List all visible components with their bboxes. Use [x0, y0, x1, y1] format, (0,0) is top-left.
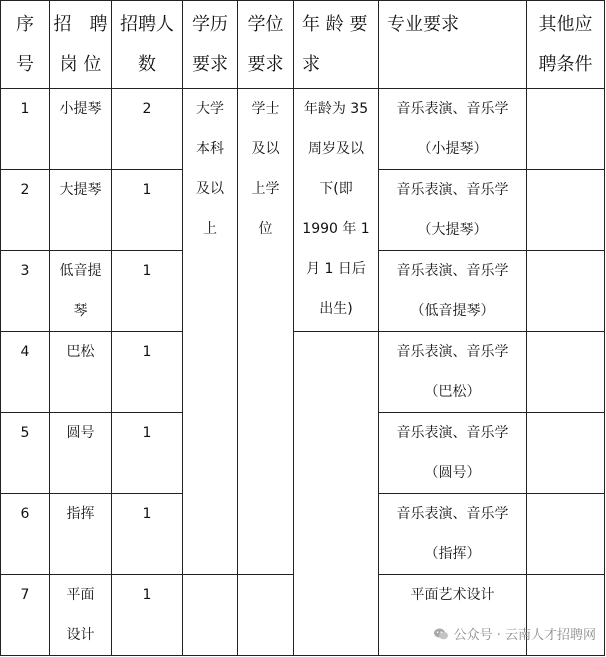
row-count: 1 [112, 332, 183, 413]
row-count: 1 [112, 170, 183, 251]
watermark-text: 公众号 · 云南人才招聘网 [453, 628, 596, 643]
row-count: 1 [112, 413, 183, 494]
header-position: 招 聘 岗 位 [50, 1, 112, 89]
row-position: 指挥 [50, 494, 112, 575]
row-major: 音乐表演、音乐学 （大提琴） [379, 170, 527, 251]
row-position: 圆号 [50, 413, 112, 494]
table-row [1, 332, 605, 413]
header-degree: 学位 要求 [238, 1, 294, 89]
row-major: 音乐表演、音乐学 （小提琴） [379, 89, 527, 170]
row-major: 音乐表演、音乐学 （低音提琴） [379, 251, 527, 332]
row-other [527, 413, 605, 494]
row-major: 平面艺术设计 [379, 575, 527, 656]
row-position: 低音提 琴 [50, 251, 112, 332]
row-seq: 2 [1, 170, 50, 251]
header-other: 其他应 聘条件 [527, 1, 605, 89]
row-count: 2 [112, 89, 183, 170]
row-count: 1 [112, 251, 183, 332]
row-other [527, 251, 605, 332]
age-requirement: 年龄为 35 周岁及以 下(即 1990 年 1 月 1 日后 出生) [294, 89, 379, 332]
row-position: 小提琴 [50, 89, 112, 170]
degree-requirement: 学士 及以 上学 位 [238, 89, 294, 575]
row-seq: 1 [1, 89, 50, 170]
header-count: 招聘人 数 [112, 1, 183, 89]
row-count: 1 [112, 575, 183, 656]
wechat-icon [433, 626, 449, 642]
row-major: 音乐表演、音乐学 （指挥） [379, 494, 527, 575]
row-seq: 3 [1, 251, 50, 332]
degree-empty-cell [238, 575, 294, 656]
row-other [527, 170, 605, 251]
header-education: 学历 要求 [183, 1, 238, 89]
education-requirement: 大学 本科 及以 上 [183, 89, 238, 575]
row-seq: 6 [1, 494, 50, 575]
row-other [527, 494, 605, 575]
row-other [527, 89, 605, 170]
age-empty-cell [294, 332, 379, 656]
row-major: 音乐表演、音乐学 （圆号） [379, 413, 527, 494]
row-major: 音乐表演、音乐学 （巴松） [379, 332, 527, 413]
table-row [1, 89, 605, 170]
row-position: 大提琴 [50, 170, 112, 251]
row-seq: 4 [1, 332, 50, 413]
row-position: 平面 设计 [50, 575, 112, 656]
header-major: 专业要求 [379, 1, 527, 89]
row-seq: 7 [1, 575, 50, 656]
row-other [527, 332, 605, 413]
row-position: 巴松 [50, 332, 112, 413]
header-age: 年 龄 要 求 [294, 1, 379, 89]
header-seq: 序 号 [1, 1, 50, 89]
row-count: 1 [112, 494, 183, 575]
table-header-row [1, 1, 605, 89]
row-seq: 5 [1, 413, 50, 494]
education-empty-cell [183, 575, 238, 656]
row-other [527, 575, 605, 656]
watermark [433, 624, 596, 643]
